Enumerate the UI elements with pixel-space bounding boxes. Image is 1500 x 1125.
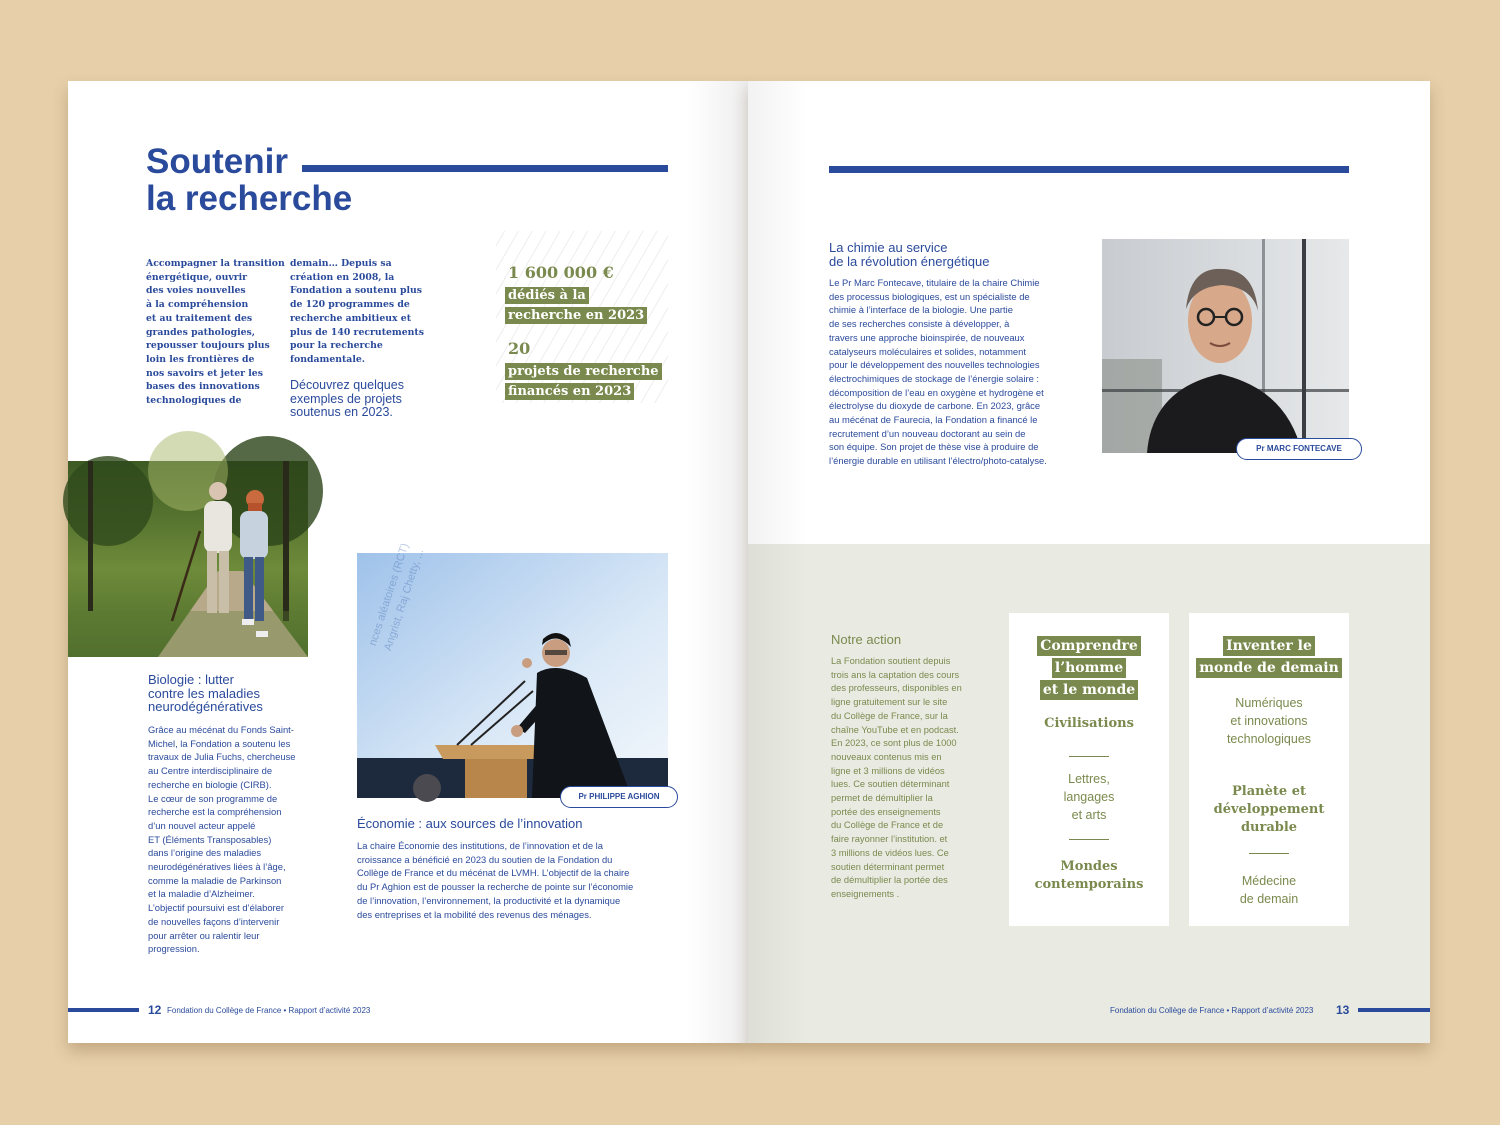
fontecave-name-tag: Pr MARC FONTECAVE bbox=[1236, 438, 1362, 460]
biology-text: Grâce au mécénat du Fonds Saint- Michel, la Fondation a soutenu les travaux de Julia Fuchs, chercheuse au Centre interdisciplinaire de recherche en biologie (CIRB). Le cœur de son programme de recherche est la compréhension d’un nouvel acteur appelé ET (Éléments Transposables) dans l’origine des maladies neurodégénératives liées à l’âge, comme la maladie de Parkinson et la maladie d’Alzheimer. L’objectif poursuivi est d’élaborer de nouvelles façons d’intervenir pour arrêter ou ralentir leur progression. bbox=[148, 724, 296, 955]
stat-2-label-1: projets de recherche bbox=[505, 363, 662, 380]
footer-rule bbox=[68, 1008, 139, 1012]
intro-column-2: demain… Depuis sa création en 2008, la Fondation a soutenu plus de 120 programmes de recherche ambitieux et plus de 140 recrutements pour la recherche fondamentale. bbox=[290, 258, 424, 365]
stat-2-label-2: financés en 2023 bbox=[505, 383, 634, 400]
card-1-separator-2 bbox=[1069, 839, 1109, 840]
left-page bbox=[68, 81, 748, 1043]
card-1-item-3: Mondes contemporains bbox=[1034, 859, 1144, 892]
biology-heading: Biologie : lutter contre les maladies neurodégénératives bbox=[148, 672, 263, 714]
card-1-title bbox=[1009, 635, 1169, 701]
screen-text: nces aléatoires (RCT) Angrist, Raj Chetty, ... bbox=[366, 541, 427, 653]
card-2-item-2: Planète et développement durable bbox=[1213, 784, 1325, 835]
fontecave-portrait-photo bbox=[1102, 239, 1349, 453]
chemistry-text: Le Pr Marc Fontecave, titulaire de la chaire Chimie des processus biologiques, est un spécialiste de chimie à l’interface de la biologie. Une partie de ses recherches consiste à développer, à travers une approche bioinspirée, de nouveaux catalyseurs moléculaires et solides, notamment pour le développement des nouvelles technologies électrochimiques de stockage de l’énergie solaire : décomposition de l’eau en oxygène et hydrogène et électrolyse du dioxyde de carbone. En 2023, grâce au mécénat de Faurecia, la Fondation a financé le recrutement d’un nouveau doctorant au sein de son équipe. Son projet de thèse vise à produire de l’énergie durable en utilisant l’électro/photo-catalyse. bbox=[829, 277, 1047, 467]
card-2-item-3: Médecine de demain bbox=[1239, 874, 1299, 906]
stat-1-number: 1 600 000 € bbox=[508, 263, 614, 282]
stats-box bbox=[496, 231, 668, 403]
page-number: 12 bbox=[148, 1003, 162, 1017]
card-1-title-line-1: Comprendre bbox=[1037, 636, 1141, 656]
stat-1-label-2: recherche en 2023 bbox=[505, 307, 647, 324]
aghion-name-tag: Pr PHILIPPE AGHION bbox=[560, 786, 678, 808]
title-rule bbox=[302, 165, 668, 172]
card-1-separator-1 bbox=[1069, 756, 1109, 757]
card-comprendre bbox=[1009, 613, 1169, 926]
action-panel bbox=[748, 544, 1430, 1043]
card-2-title bbox=[1189, 635, 1349, 679]
top-rule bbox=[829, 166, 1349, 173]
card-2-title-line-1: Inventer le bbox=[1223, 636, 1315, 656]
economy-text: La chaire Économie des institutions, de l’innovation et de la croissance a bénéficié en 2023 du soutien de la Fondation du Collège de France et du mécénat de LVMH. L’objectif de la chaire du Pr Aghion est de pousser la recherche de pointe sur l’économie de l’innovation, l’environnement, la productivité et la dynamique des entreprises et la mobilité des revenus des ménages. bbox=[357, 840, 634, 920]
intro-column-1: Accompagner la transition énergétique, ouvrir des voies nouvelles à la compréhension et au traitement des grandes pathologies, repousser toujours plus loin les frontières de nos savoirs et jeter les bases des innovations technologiques de bbox=[146, 258, 285, 407]
footer-rule bbox=[1358, 1008, 1430, 1012]
card-1-title-line-2: l’homme bbox=[1052, 658, 1126, 678]
card-2-item-1: Numériques et innovations technologiques bbox=[1226, 696, 1312, 746]
title-line-1: Soutenir bbox=[146, 142, 288, 181]
park-couple-photo bbox=[68, 461, 308, 657]
card-1-title-line-3: et le monde bbox=[1040, 680, 1138, 700]
card-inventer bbox=[1189, 613, 1349, 926]
page-number: 13 bbox=[1336, 1003, 1350, 1017]
right-page bbox=[748, 81, 1430, 1043]
discover-text: Découvrez quelques exemples de projets soutenus en 2023. bbox=[290, 378, 404, 419]
aghion-speaker-photo bbox=[357, 541, 668, 798]
stat-1-label-1: dédiés à la bbox=[505, 287, 589, 304]
action-heading: Notre action bbox=[831, 632, 902, 647]
card-1-item-1: Civilisations bbox=[1044, 716, 1134, 731]
card-1-item-2: Lettres, langages et arts bbox=[1063, 772, 1115, 822]
footer-text: Fondation du Collège de France • Rapport d’activité 2023 bbox=[167, 1006, 371, 1015]
page-title bbox=[146, 143, 352, 217]
card-2-title-line-2: monde de demain bbox=[1196, 658, 1342, 678]
economy-heading: Économie : aux sources de l’innovation bbox=[357, 816, 583, 831]
card-2-separator bbox=[1249, 853, 1289, 854]
stat-2-number: 20 bbox=[508, 339, 531, 358]
title-line-2: la recherche bbox=[146, 179, 353, 218]
chemistry-heading: La chimie au service de la révolution énergétique bbox=[829, 240, 990, 269]
action-text: La Fondation soutient depuis trois ans la captation des cours des professeurs, disponibles en ligne gratuitement sur le site du Collège de France, sur la chaîne YouTube et en podcast. En 2023, ce sont plus de 1000 nouveaux contenus mis en ligne et 3 millions de vidéos lues. Ce soutien déterminant permet de démultiplier la portée des enseignements du Collège de France et de faire rayonner l’institution. et 3 millions de vidéos lues. Ce soutien déterminant permet de démultiplier la portée des enseignements . bbox=[831, 656, 962, 899]
footer-text: Fondation du Collège de France • Rapport d’activité 2023 bbox=[1110, 1006, 1314, 1015]
